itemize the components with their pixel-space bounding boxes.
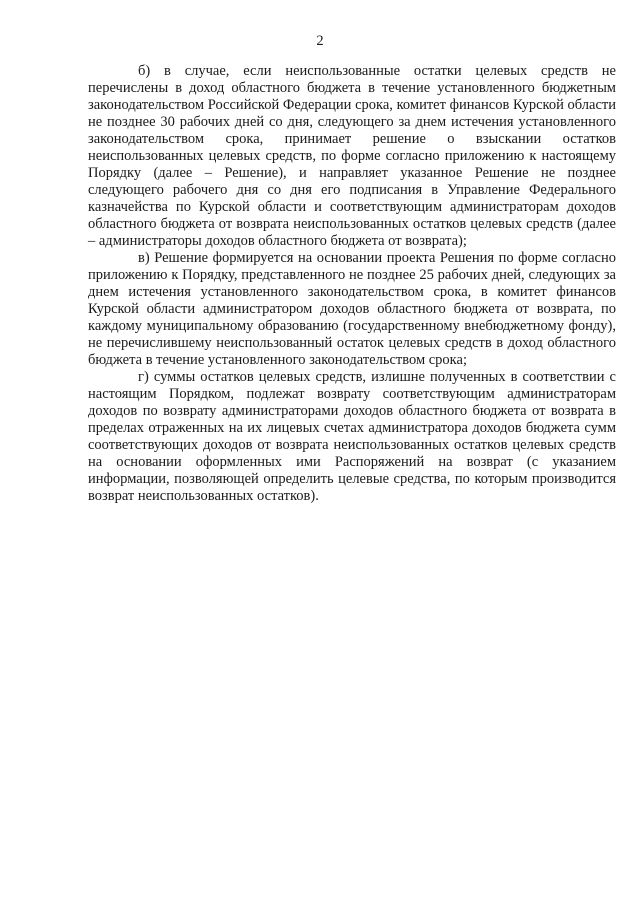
page-number: 2: [316, 33, 324, 49]
paragraph-v: в) Решение формируется на основании проекта Решения по форме согласно приложению к Порядку, представленного не позднее 25 рабочих дней, следующих за днем истечения установленного законодательством срока, в комитет финансов Курской области администратором доходов областного бюджета от возврата, по каждому муниципальному образованию (государственному внебюджетному фонду), не перечислившему неиспользованный остаток целевых средств в доход областного бюджета в течение установленного законодательством срока;: [88, 250, 616, 368]
paragraph-g: г) суммы остатков целевых средств, излишне полученных в соответствии с настоящим Порядком, подлежат возврату соответствующим администраторам доходов по возврату администраторами доходов областного бюджета от возврата в пределах отраженных на их лицевых счетах администратора доходов бюджета сумм соответствующих доходов от возврата неиспользованных остатков целевых средств на основании оформленных ими Распоряжений на возврат (с указанием информации, позволяющей определить целевые средства, по которым производится возврат неиспользованных остатков).: [88, 369, 616, 504]
document-body: [88, 63, 616, 505]
paragraph-b: б) в случае, если неиспользованные остатки целевых средств не перечислены в доход областного бюджета в течение установленного бюджетным законодательством Российской Федерации срока, комитет финансов Курской области не позднее 30 рабочих дней со дня, следующего за днем истечения установленного законодательством срока, принимает решение о взыскании остатков неиспользованных целевых средств, по форме согласно приложению к настоящему Порядку (далее – Решение), и направляет указанное Решение не позднее следующего рабочего дня со дня его подписания в Управление Федерального казначейства по Курской области и соответствующим администраторам доходов областного бюджета от возврата неиспользованных остатков целевых средств (далее – администраторы доходов областного бюджета от возврата);: [88, 63, 616, 249]
